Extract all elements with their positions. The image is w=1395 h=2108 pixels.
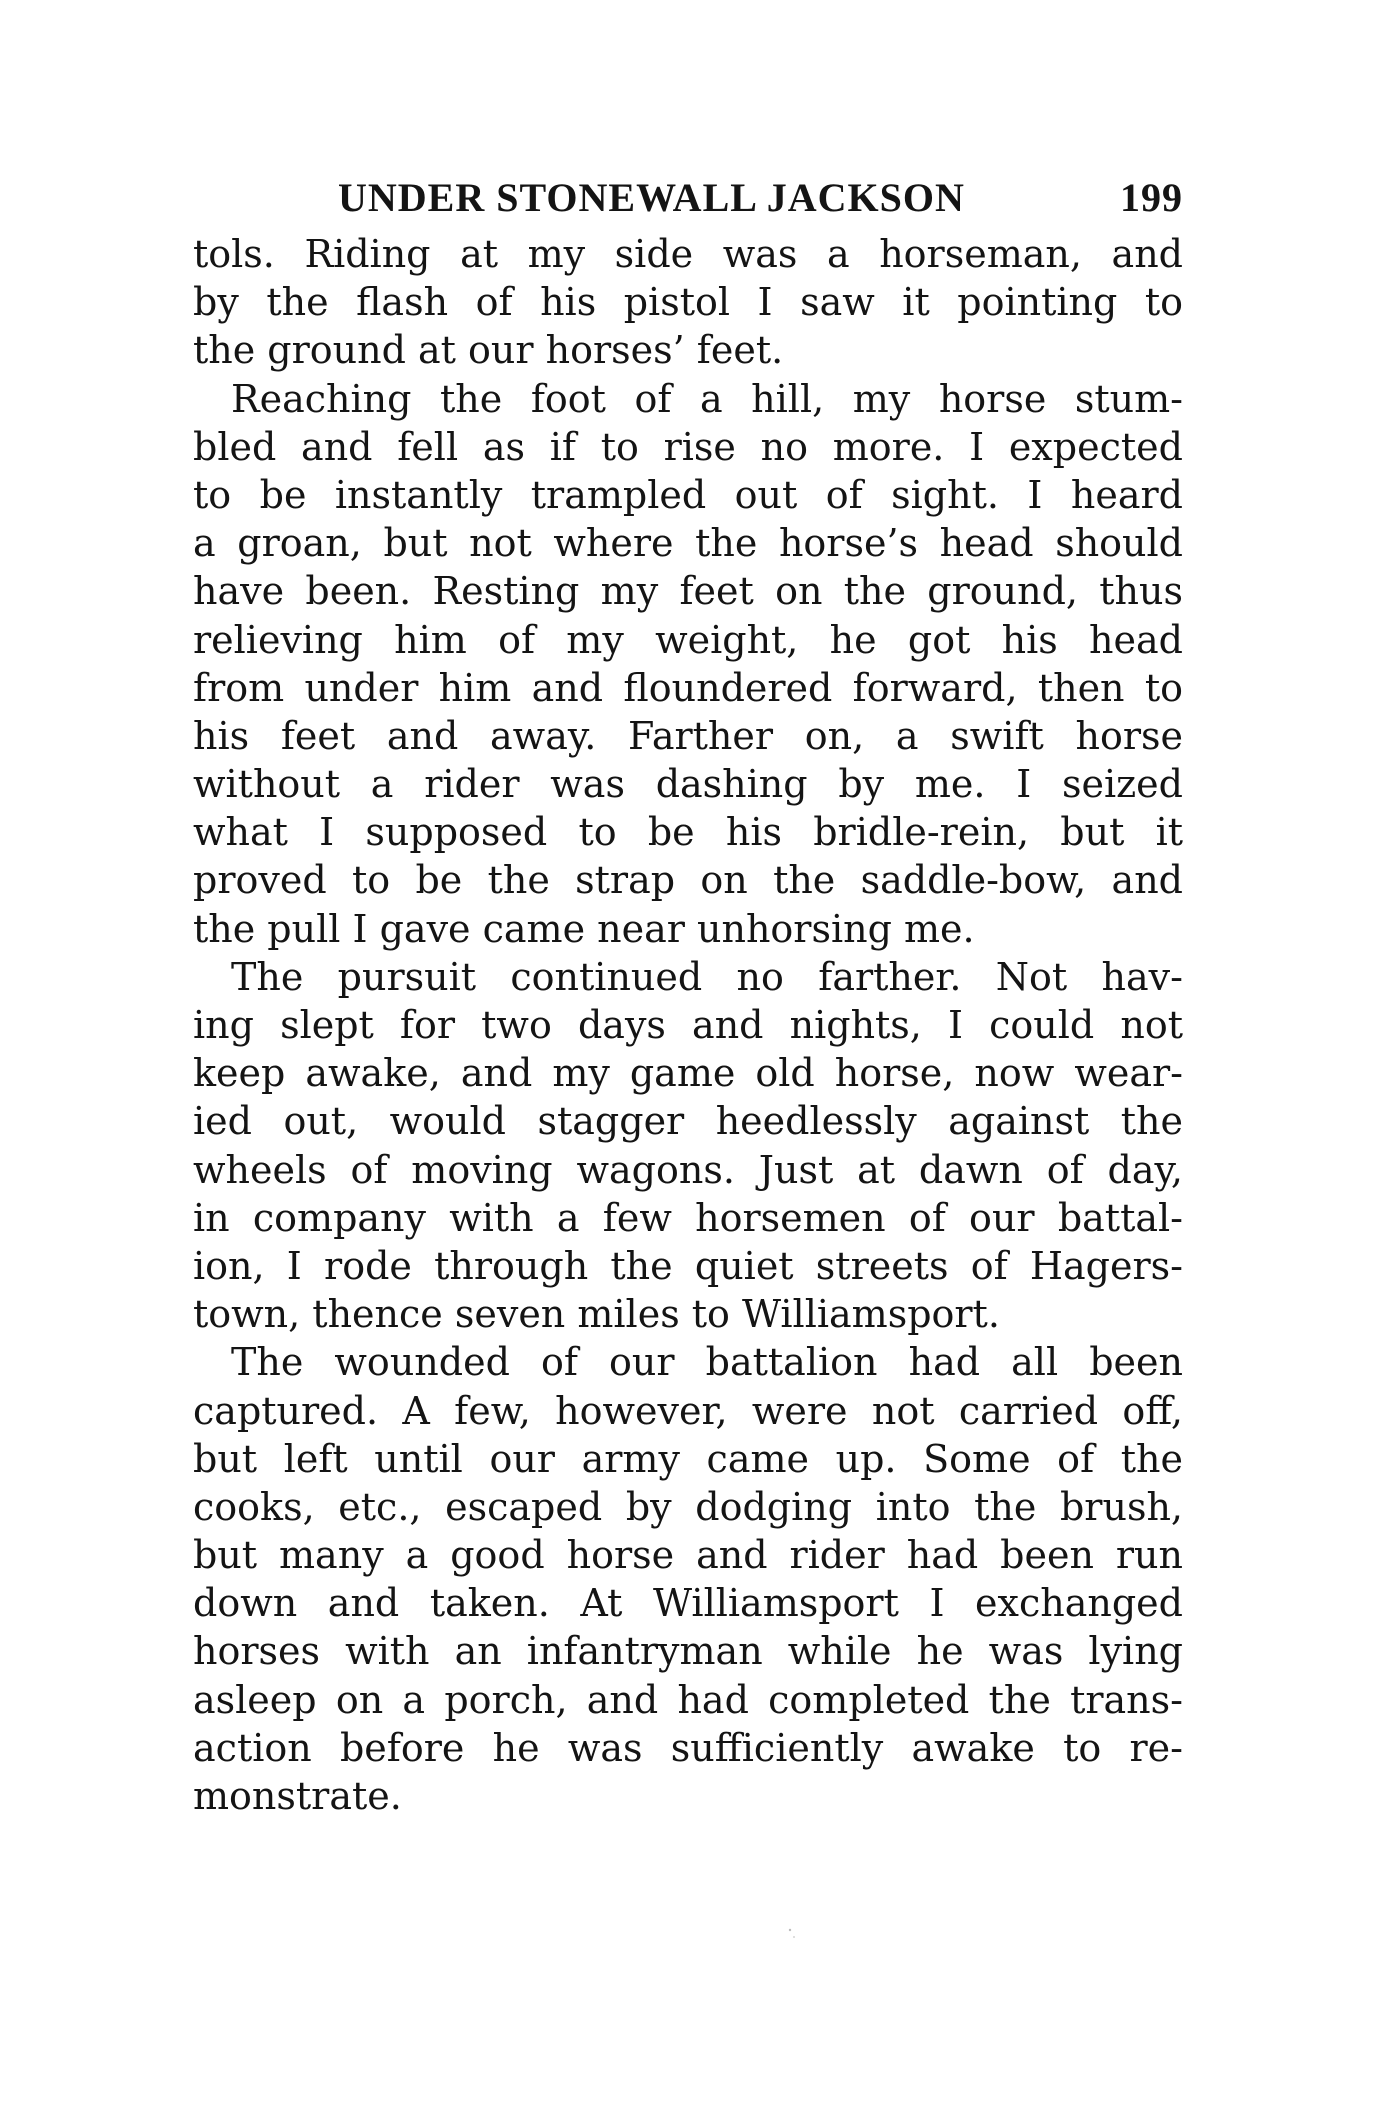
- page-number: 199: [1120, 175, 1183, 220]
- text-line: down and taken. At Williamsport I exchanged: [193, 1581, 1183, 1626]
- text-line: Reaching the foot of a hill, my horse stum-: [231, 376, 1183, 421]
- paragraph-1: [193, 230, 1183, 375]
- scan-speck: [789, 1929, 791, 1931]
- text-line: wheels of moving wagons. Just at dawn of day,: [193, 1147, 1183, 1192]
- running-head: [193, 170, 1183, 230]
- text-line: by the flash of his pistol I saw it pointing to: [193, 280, 1183, 325]
- text-line: but many a good horse and rider had been run: [193, 1533, 1183, 1578]
- text-line: to be instantly trampled out of sight. I heard: [193, 472, 1183, 517]
- paragraph-4: [193, 1338, 1183, 1820]
- text-line: horses with an infantryman while he was lying: [193, 1629, 1183, 1674]
- text-line: proved to be the strap on the saddle-bow, and: [193, 858, 1183, 903]
- text-line: ion, I rode through the quiet streets of Hagers-: [193, 1243, 1183, 1288]
- text-line: action before he was sufficiently awake to re-: [193, 1725, 1183, 1770]
- paragraph-2: [193, 375, 1183, 953]
- text-line: the pull I gave came near unhorsing me.: [193, 906, 975, 951]
- text-line: captured. A few, however, were not carried off,: [193, 1388, 1183, 1433]
- text-line: The wounded of our battalion had all been: [231, 1340, 1183, 1385]
- text-line: in company with a few horsemen of our battal-: [193, 1195, 1183, 1240]
- body-text: [193, 230, 1183, 1820]
- text-line: but left until our army came up. Some of the: [193, 1436, 1183, 1481]
- text-line: relieving him of my weight, he got his head: [193, 617, 1183, 662]
- text-line: his feet and away. Farther on, a swift horse: [193, 713, 1183, 758]
- paragraph-3: [193, 953, 1183, 1339]
- text-line: without a rider was dashing by me. I seized: [193, 762, 1183, 807]
- book-page: [193, 170, 1183, 1820]
- text-line: monstrate.: [193, 1774, 402, 1818]
- text-line: ing slept for two days and nights, I could not: [193, 1003, 1183, 1047]
- text-line: a groan, but not where the horse’s head should: [193, 521, 1183, 566]
- text-line: the ground at our horses’ feet.: [193, 328, 784, 373]
- text-line: bled and fell as if to rise no more. I expected: [193, 424, 1183, 469]
- text-line: what I supposed to be his bridle-rein, but it: [193, 810, 1183, 855]
- text-line: asleep on a porch, and had completed the trans-: [193, 1677, 1183, 1722]
- running-title: UNDER STONEWALL JACKSON: [338, 175, 965, 220]
- text-line: keep awake, and my game old horse, now wear-: [193, 1051, 1183, 1096]
- text-line: tols. Riding at my side was a horseman, and: [193, 232, 1183, 276]
- text-line: have been. Resting my feet on the ground, thus: [193, 569, 1183, 614]
- text-line: ied out, would stagger heedlessly against the: [193, 1099, 1183, 1144]
- text-line: from under him and floundered forward, then to: [193, 665, 1183, 710]
- text-line: town, thence seven miles to Williamsport.: [193, 1292, 1000, 1337]
- text-line: The pursuit continued no farther. Not hav-: [231, 954, 1183, 999]
- scan-speck: [793, 1936, 795, 1938]
- text-line: cooks, etc., escaped by dodging into the brush,: [193, 1484, 1183, 1529]
